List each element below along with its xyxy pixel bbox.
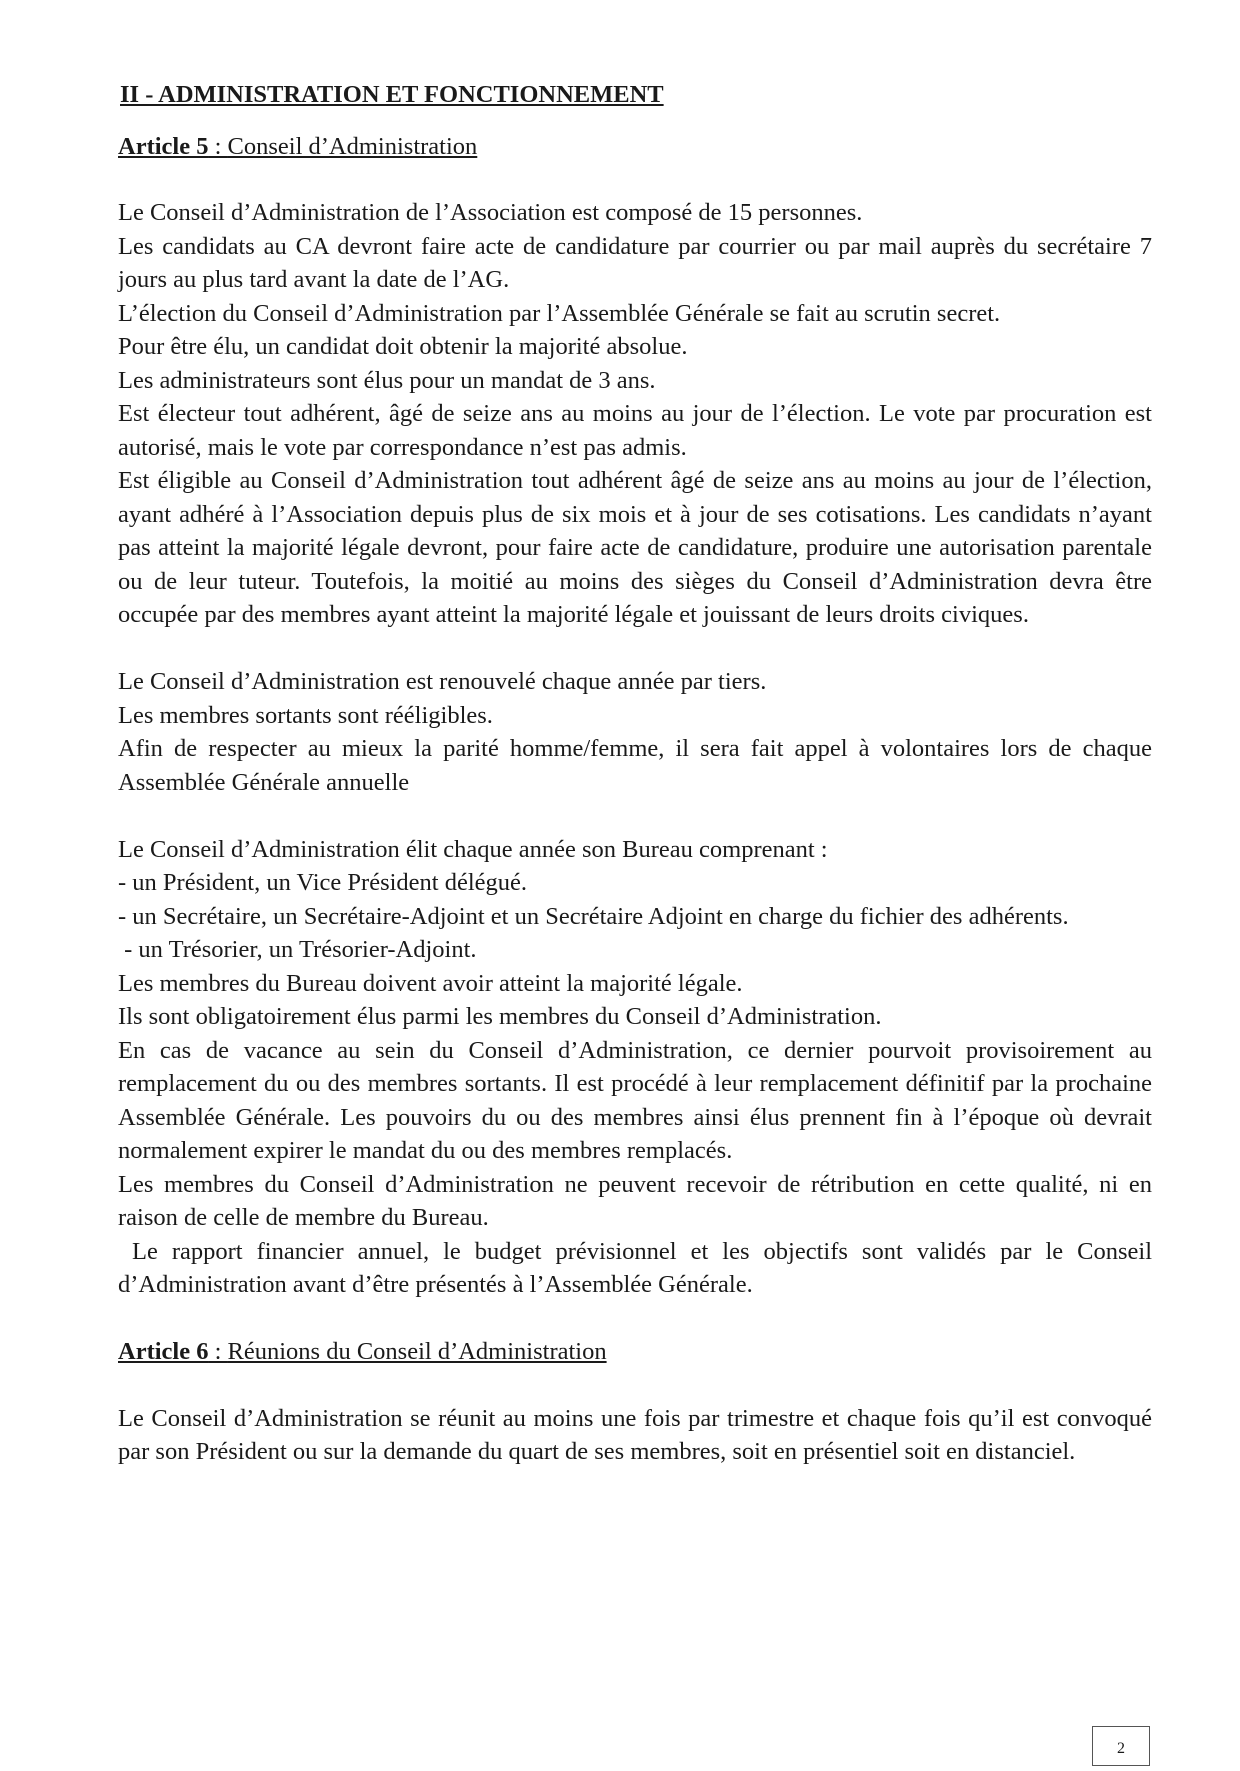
list-item: - un Secrétaire, un Secrétaire-Adjoint et un Secrétaire Adjoint en charge du fichier des adhérents. [118, 902, 1069, 930]
paragraph: Les membres sortants sont rééligibles. [118, 701, 493, 729]
spacer [118, 632, 1152, 666]
spacer [118, 1302, 1152, 1336]
paragraph: Les membres du Conseil d’Administration ne peuvent recevoir de rétribution en cette qualité, ni en raison de celle de membre du Bureau. [118, 1170, 1152, 1231]
paragraph: Le Conseil d’Administration se réunit au moins une fois par trimestre et chaque fois qu’il est convoqué par son Président ou sur la demande du quart de ses membres, soit en présentiel soit en distanciel. [118, 1404, 1152, 1465]
article-5-title: Conseil d’Administration [227, 132, 478, 160]
paragraph: Le Conseil d’Administration de l’Association est composé de 15 personnes. [118, 199, 863, 226]
paragraph: Le rapport financier annuel, le budget prévisionnel et les objectifs sont validés par le Conseil d’Administration avant d’être présentés à l’Assemblée Générale. [118, 1237, 1159, 1298]
paragraph: En cas de vacance au sein du Conseil d’Administration, ce dernier pourvoit provisoirement au remplacement du ou des membres sortants. Il est procédé à leur remplacement définitif par la prochaine Assemblée Générale. Les pouvoirs du ou des membres ainsi élus prennent fin à l’époque où devrait normalement expirer le mandat du ou des membres remplacés. [118, 1036, 1152, 1164]
paragraph: Pour être élu, un candidat doit obtenir la majorité absolue. [118, 333, 688, 360]
paragraph: Les candidats au CA devront faire acte de candidature par courrier ou par mail auprès du secrétaire 7 jours au plus tard avant la date de l’AG. [118, 232, 1152, 293]
paragraph: Est éligible au Conseil d’Administration tout adhérent âgé de seize ans au moins au jour de l’élection, ayant adhéré à l’Association depuis plus de six mois et à jour de ses cotisations. Les candidats n’ayant pas atteint la majorité légale devront, pour faire acte de candidature, produire une autorisation parentale ou de leur tuteur. Toutefois, la moitié au moins des sièges du Conseil d’Administration devra être occupée par des membres ayant atteint la majorité légale et jouissant de leurs droits civiques. [118, 467, 1152, 628]
document-page [118, 78, 1159, 1469]
paragraph: Les administrateurs sont élus pour un mandat de 3 ans. [118, 366, 656, 394]
paragraph: Ils sont obligatoirement élus parmi les membres du Conseil d’Administration. [118, 1003, 882, 1030]
article-6-separator: : [208, 1338, 228, 1365]
article-5-number: Article 5 [118, 132, 209, 160]
page-number: 2 [1092, 1726, 1150, 1766]
article-6-number: Article 6 [118, 1338, 209, 1365]
article-6-heading [118, 1335, 1152, 1369]
paragraph: Le Conseil d’Administration élit chaque année son Bureau comprenant : [118, 835, 828, 863]
article-5-heading [118, 130, 1152, 164]
spacer [118, 799, 1152, 833]
article-5-separator: : [208, 132, 228, 160]
paragraph: Le Conseil d’Administration est renouvelé chaque année par tiers. [118, 668, 767, 695]
list-item: - un Trésorier, un Trésorier-Adjoint. [118, 936, 477, 963]
paragraph: Afin de respecter au mieux la parité homme/femme, il sera fait appel à volontaires lors de chaque Assemblée Générale annuelle [118, 735, 1152, 796]
paragraph: Est électeur tout adhérent, âgé de seize ans au moins au jour de l’élection. Le vote par procuration est autorisé, mais le vote par correspondance n’est pas admis. [118, 400, 1152, 461]
paragraph: L’élection du Conseil d’Administration par l’Assemblée Générale se fait au scrutin secret. [118, 299, 1001, 327]
section-title: II - ADMINISTRATION ET FONCTIONNEMENT [120, 81, 664, 108]
article-6-title: Réunions du Conseil d’Administration [227, 1338, 607, 1365]
paragraph: Les membres du Bureau doivent avoir atteint la majorité légale. [118, 969, 743, 997]
list-item: - un Président, un Vice Président délégué. [118, 869, 528, 896]
